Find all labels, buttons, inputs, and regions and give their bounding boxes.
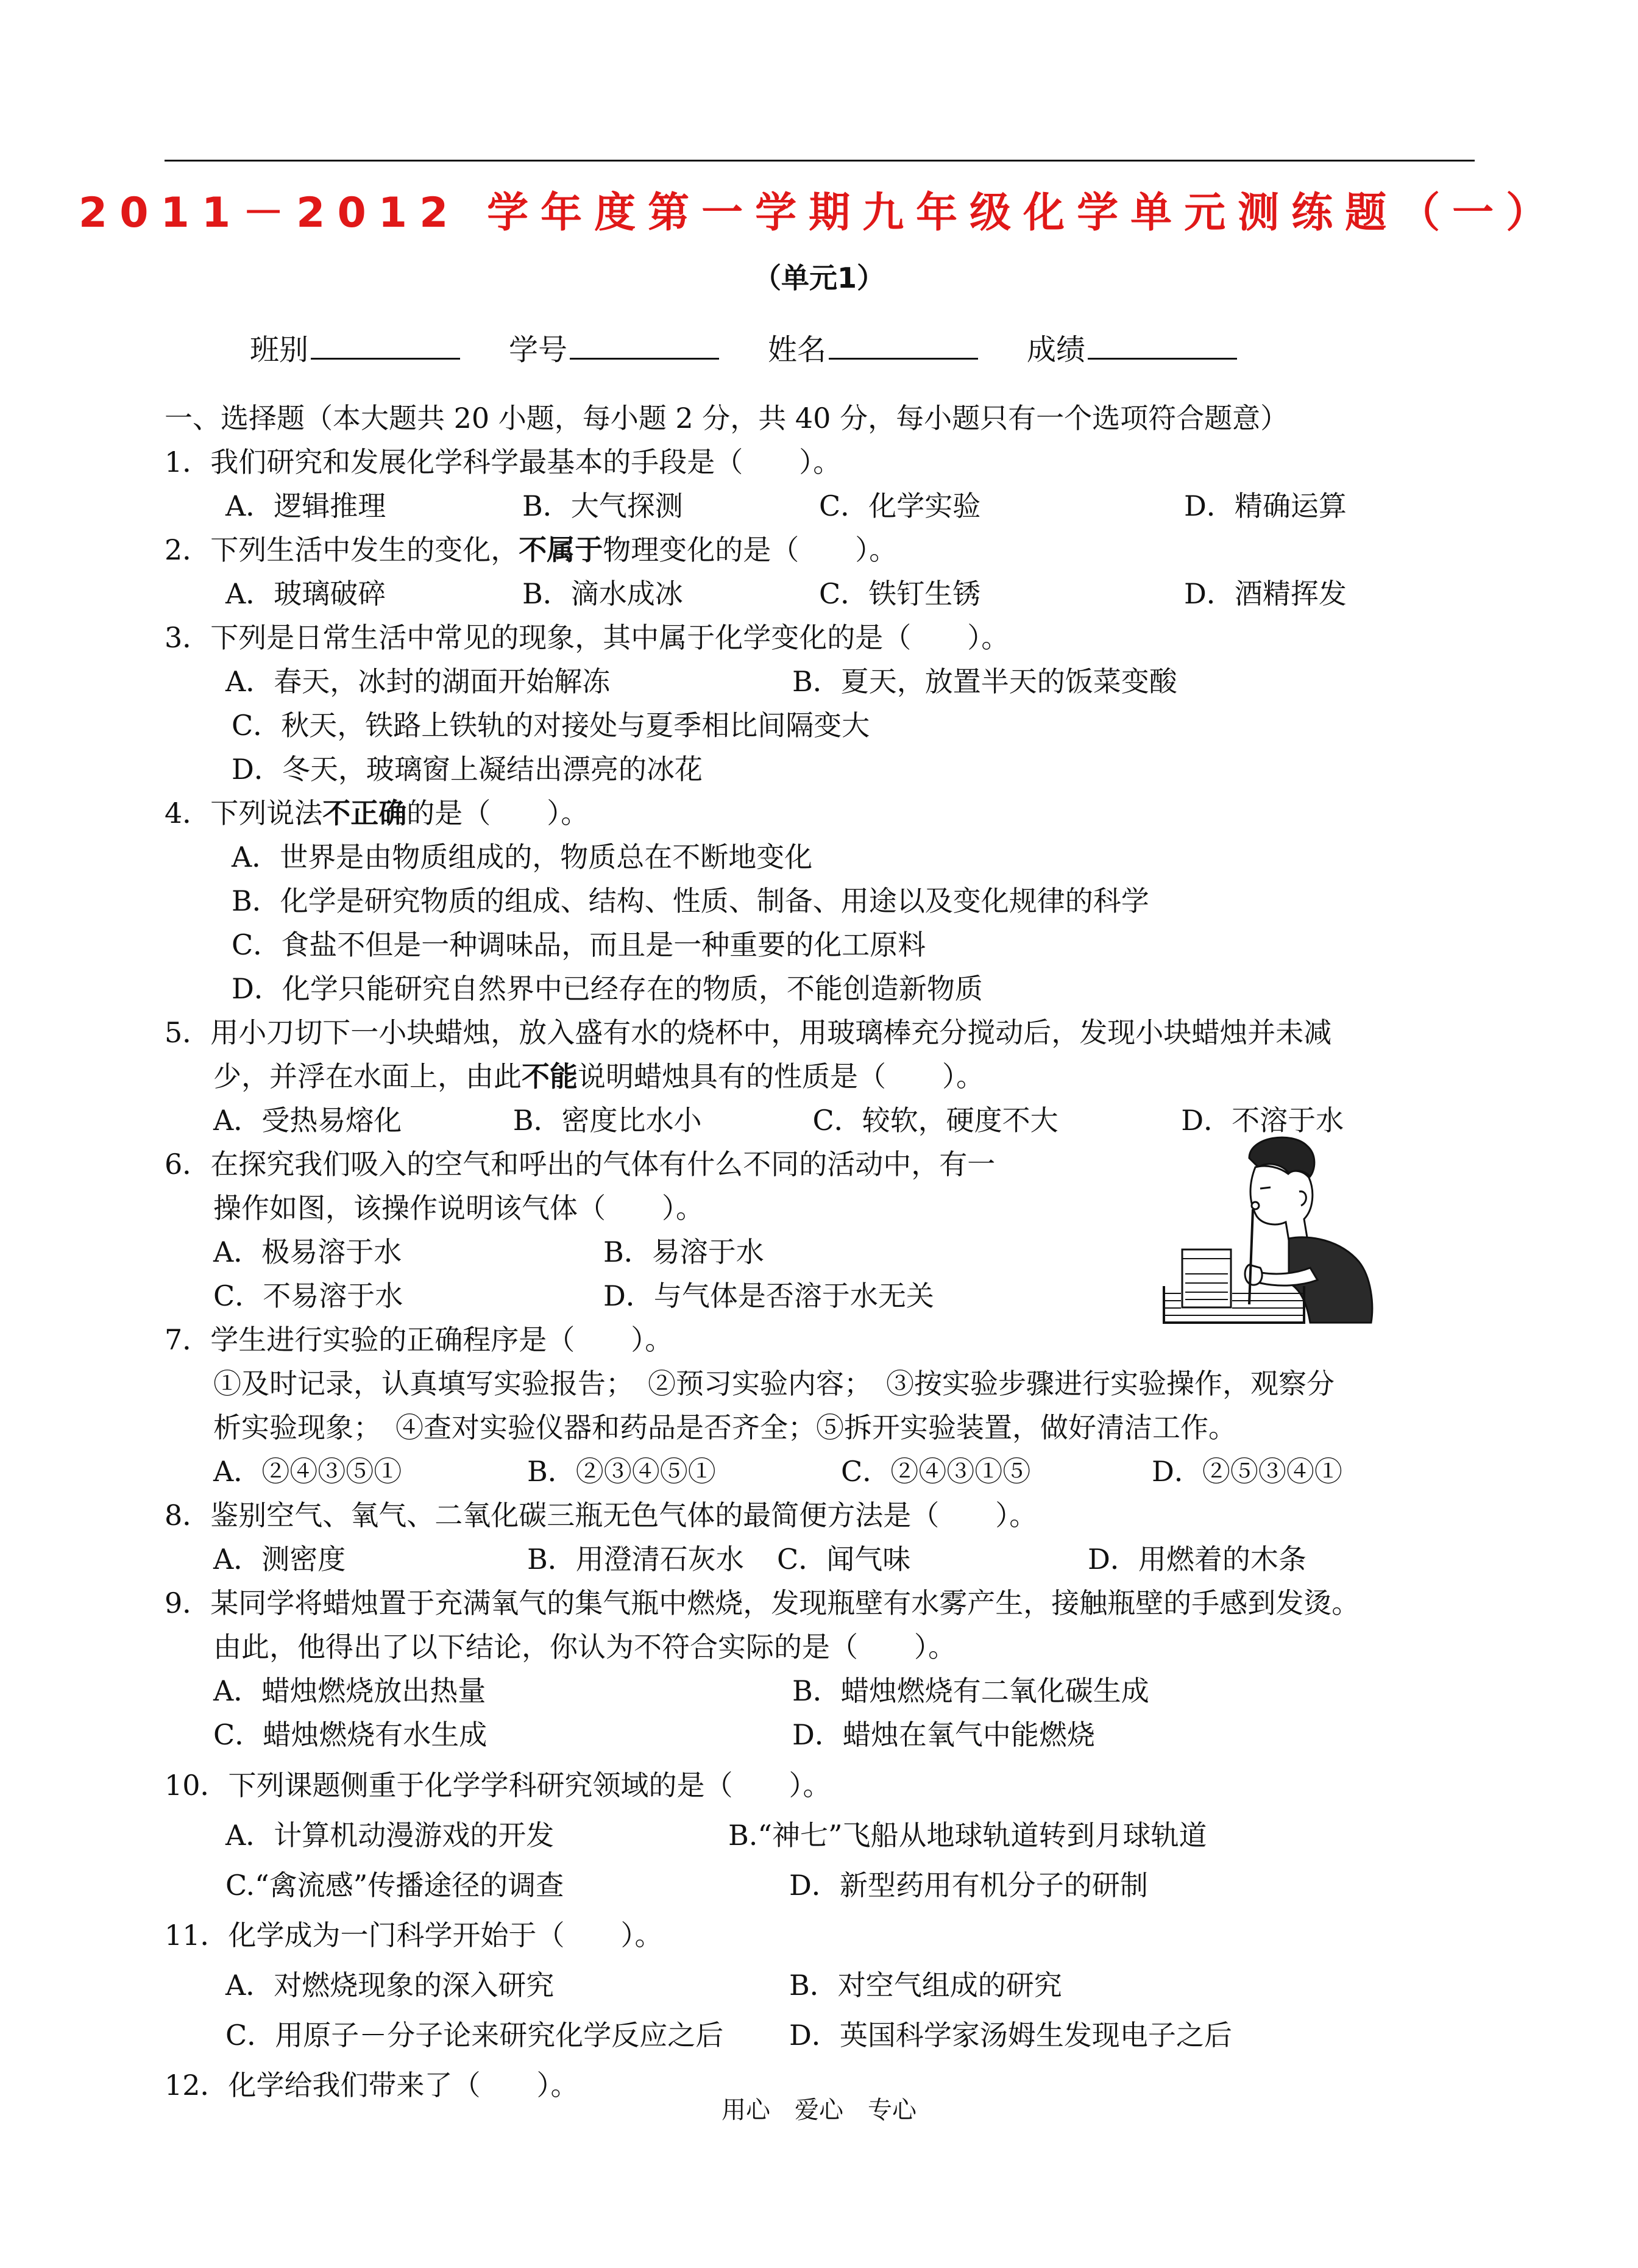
option-b: B．蜡烛燃烧有二氧化碳生成	[792, 1674, 1149, 1707]
question-stem: 8．鉴别空气、氧气、二氧化碳三瓶无色气体的最简便方法是（ ）。	[165, 1499, 1038, 1532]
options-row	[165, 2010, 1481, 2060]
option-d: D．与气体是否溶于水无关	[603, 1279, 934, 1312]
option-c: C．②④③①⑤	[841, 1455, 1031, 1488]
question-stem: 3．下列是日常生活中常见的现象，其中属于化学变化的是（ ）。	[165, 621, 1010, 654]
option-d: D．②⑤③④①	[1152, 1455, 1342, 1488]
question-stem-line-1: 6．在探究我们吸入的空气和呼出的气体有什么不同的活动中，有一	[165, 1148, 996, 1181]
question-stem-line-2: 操作如图，该操作说明该气体（ ）。	[213, 1192, 704, 1225]
section-heading: 一、选择题（本大题共 20 小题，每小题 2 分，共 40 分，每小题只有一个选项符合题意）	[165, 402, 1289, 435]
option-c: C．食盐不但是一种调味品，而且是一种重要的化工原料	[232, 928, 926, 961]
option-d: D．酒精挥发	[1184, 577, 1347, 610]
option-a: A．受热易熔化	[213, 1104, 402, 1137]
option-d: D．用燃着的木条	[1088, 1543, 1306, 1576]
option-a: A．②④③⑤①	[213, 1455, 402, 1488]
option-b: B．用澄清石灰水	[527, 1543, 744, 1576]
question-1	[165, 440, 1481, 528]
info-number: 学号	[509, 326, 719, 368]
question-stem: 4．下列说法不正确的是（ ）。	[165, 797, 589, 830]
option-a: A．逻辑推理	[225, 489, 386, 522]
option-d: D．蜡烛在氧气中能燃烧	[792, 1718, 1095, 1751]
question-stem: 1．我们研究和发展化学科学最基本的手段是（ ）。	[165, 446, 842, 478]
info-name: 姓名	[768, 326, 978, 368]
question-9	[165, 1581, 1481, 1757]
question-4	[165, 791, 1481, 1011]
option-c: C．秋天，铁路上铁轨的对接处与夏季相比间隔变大	[232, 709, 870, 742]
page-subtitle: （单元1）	[753, 261, 885, 294]
option-b: B．夏天，放置半天的饭菜变酸	[792, 665, 1177, 698]
question-10	[165, 1760, 1481, 1910]
option-b: B．对空气组成的研究	[789, 1969, 1062, 2002]
option-a: A．测密度	[213, 1543, 346, 1576]
options-row	[165, 1960, 1481, 2010]
option-c: C．闻气味	[777, 1543, 911, 1576]
option-d: D．冬天，玻璃窗上凝结出漂亮的冰花	[232, 753, 703, 786]
info-score: 成绩	[1027, 326, 1237, 368]
option-d: D．精确运算	[1184, 489, 1347, 522]
page-title: 2011－2012 学年度第一学期九年级化学单元测练题（一）	[78, 189, 1560, 237]
glass-tube	[1249, 1209, 1253, 1304]
student-info-line	[250, 326, 1286, 368]
options-row	[165, 1810, 1481, 1860]
options-row	[165, 1449, 1481, 1493]
emphasis-text: 不属于	[519, 533, 603, 566]
question-3	[165, 616, 1481, 791]
option-a: A．玻璃破碎	[225, 577, 386, 610]
option-c: C．蜡烛燃烧有水生成	[213, 1718, 488, 1751]
option-c: C．化学实验	[819, 489, 981, 522]
option-d: D．新型药用有机分子的研制	[789, 1869, 1148, 1902]
option-b: B．大气探测	[522, 489, 683, 522]
question-stem: 10．下列课题侧重于化学学科研究领域的是（ ）。	[165, 1769, 831, 1802]
page-footer: 用心 爱心 专心	[722, 2096, 916, 2124]
question-stem: 11．化学成为一门科学开始于（ ）。	[165, 1919, 663, 1952]
question-2	[165, 528, 1481, 616]
question-11	[165, 1910, 1481, 2060]
option-a: A．蜡烛燃烧放出热量	[213, 1674, 486, 1707]
option-c: C．不易溶于水	[213, 1279, 403, 1312]
option-c: C．铁钉生锈	[819, 577, 981, 610]
options-row	[165, 1860, 1481, 1910]
option-a: A．计算机动漫游戏的开发	[225, 1819, 555, 1852]
option-a: A．世界是由物质组成的，物质总在不断地变化	[232, 841, 813, 873]
option-b: B．易溶于水	[603, 1235, 764, 1268]
option-c: C．用原子－分子论来研究化学反应之后	[225, 2019, 724, 2052]
option-b: B．化学是研究物质的组成、结构、性质、制备、用途以及变化规律的科学	[232, 884, 1149, 917]
options-row	[165, 484, 1481, 528]
number-blank[interactable]	[570, 330, 719, 360]
option-b: B．②③④⑤①	[527, 1455, 716, 1488]
question-stem-line-2: 由此，他得出了以下结论，你认为不符合实际的是（ ）。	[213, 1630, 956, 1663]
options-row	[165, 1713, 1481, 1757]
question-7	[165, 1318, 1481, 1493]
options-row	[165, 1669, 1481, 1713]
option-a: A．极易溶于水	[213, 1235, 402, 1268]
option-a: A．对燃烧现象的深入研究	[225, 1969, 555, 2002]
option-d: D．不溶于水	[1181, 1104, 1344, 1137]
question-body-line-2: 析实验现象； ④查对实验仪器和药品是否齐全；⑤拆开实验装置，做好清洁工作。	[213, 1411, 1236, 1444]
question-stem-line-2: 少，并浮在水面上，由此不能说明蜡烛具有的性质是（ ）。	[213, 1060, 984, 1093]
info-class: 班别	[250, 326, 460, 368]
option-c: C．较软，硬度不大	[812, 1104, 1058, 1137]
question-stem: 7．学生进行实验的正确程序是（ ）。	[165, 1323, 673, 1356]
breathing-experiment-illustration	[1158, 1134, 1395, 1329]
option-a: A．春天，冰封的湖面开始解冻	[225, 665, 611, 698]
header-rule	[165, 160, 1475, 162]
question-stem-line-1: 9．某同学将蜡烛置于充满氧气的集气瓶中燃烧，发现瓶壁有水雾产生，接触瓶壁的手感到发烫。	[165, 1587, 1360, 1619]
question-stem-line-1: 5．用小刀切下一小块蜡烛，放入盛有水的烧杯中，用玻璃棒充分搅动后，发现小块蜡烛并未减	[165, 1016, 1332, 1049]
score-blank[interactable]	[1088, 330, 1237, 360]
option-b: B.“神七”飞船从地球轨道转到月球轨道	[728, 1819, 1207, 1852]
class-blank[interactable]	[311, 330, 460, 360]
options-row	[165, 659, 1481, 703]
question-stem: 2．下列生活中发生的变化，不属于物理变化的是（ ）。	[165, 533, 898, 566]
options-row	[165, 572, 1481, 616]
emphasis-text: 不正确	[322, 797, 407, 830]
option-c: C.“禽流感”传播途径的调查	[225, 1869, 564, 1902]
option-d: D．英国科学家汤姆生发现电子之后	[789, 2019, 1232, 2052]
name-blank[interactable]	[829, 330, 978, 360]
spaced-questions	[165, 1760, 1481, 2110]
options-row	[165, 1537, 1481, 1581]
question-stem: 12．化学给我们带来了（ ）。	[165, 2069, 579, 2102]
option-b: B．滴水成冰	[522, 577, 683, 610]
option-b: B．密度比水小	[512, 1104, 702, 1137]
question-body-line-1: ①及时记录，认真填写实验报告； ②预习实验内容； ③按实验步骤进行实验操作，观察分	[213, 1367, 1335, 1400]
option-d: D．化学只能研究自然界中已经存在的物质，不能创造新物质	[232, 972, 983, 1005]
question-5	[165, 1011, 1481, 1142]
emphasis-text: 不能	[522, 1060, 578, 1093]
question-8	[165, 1493, 1481, 1581]
